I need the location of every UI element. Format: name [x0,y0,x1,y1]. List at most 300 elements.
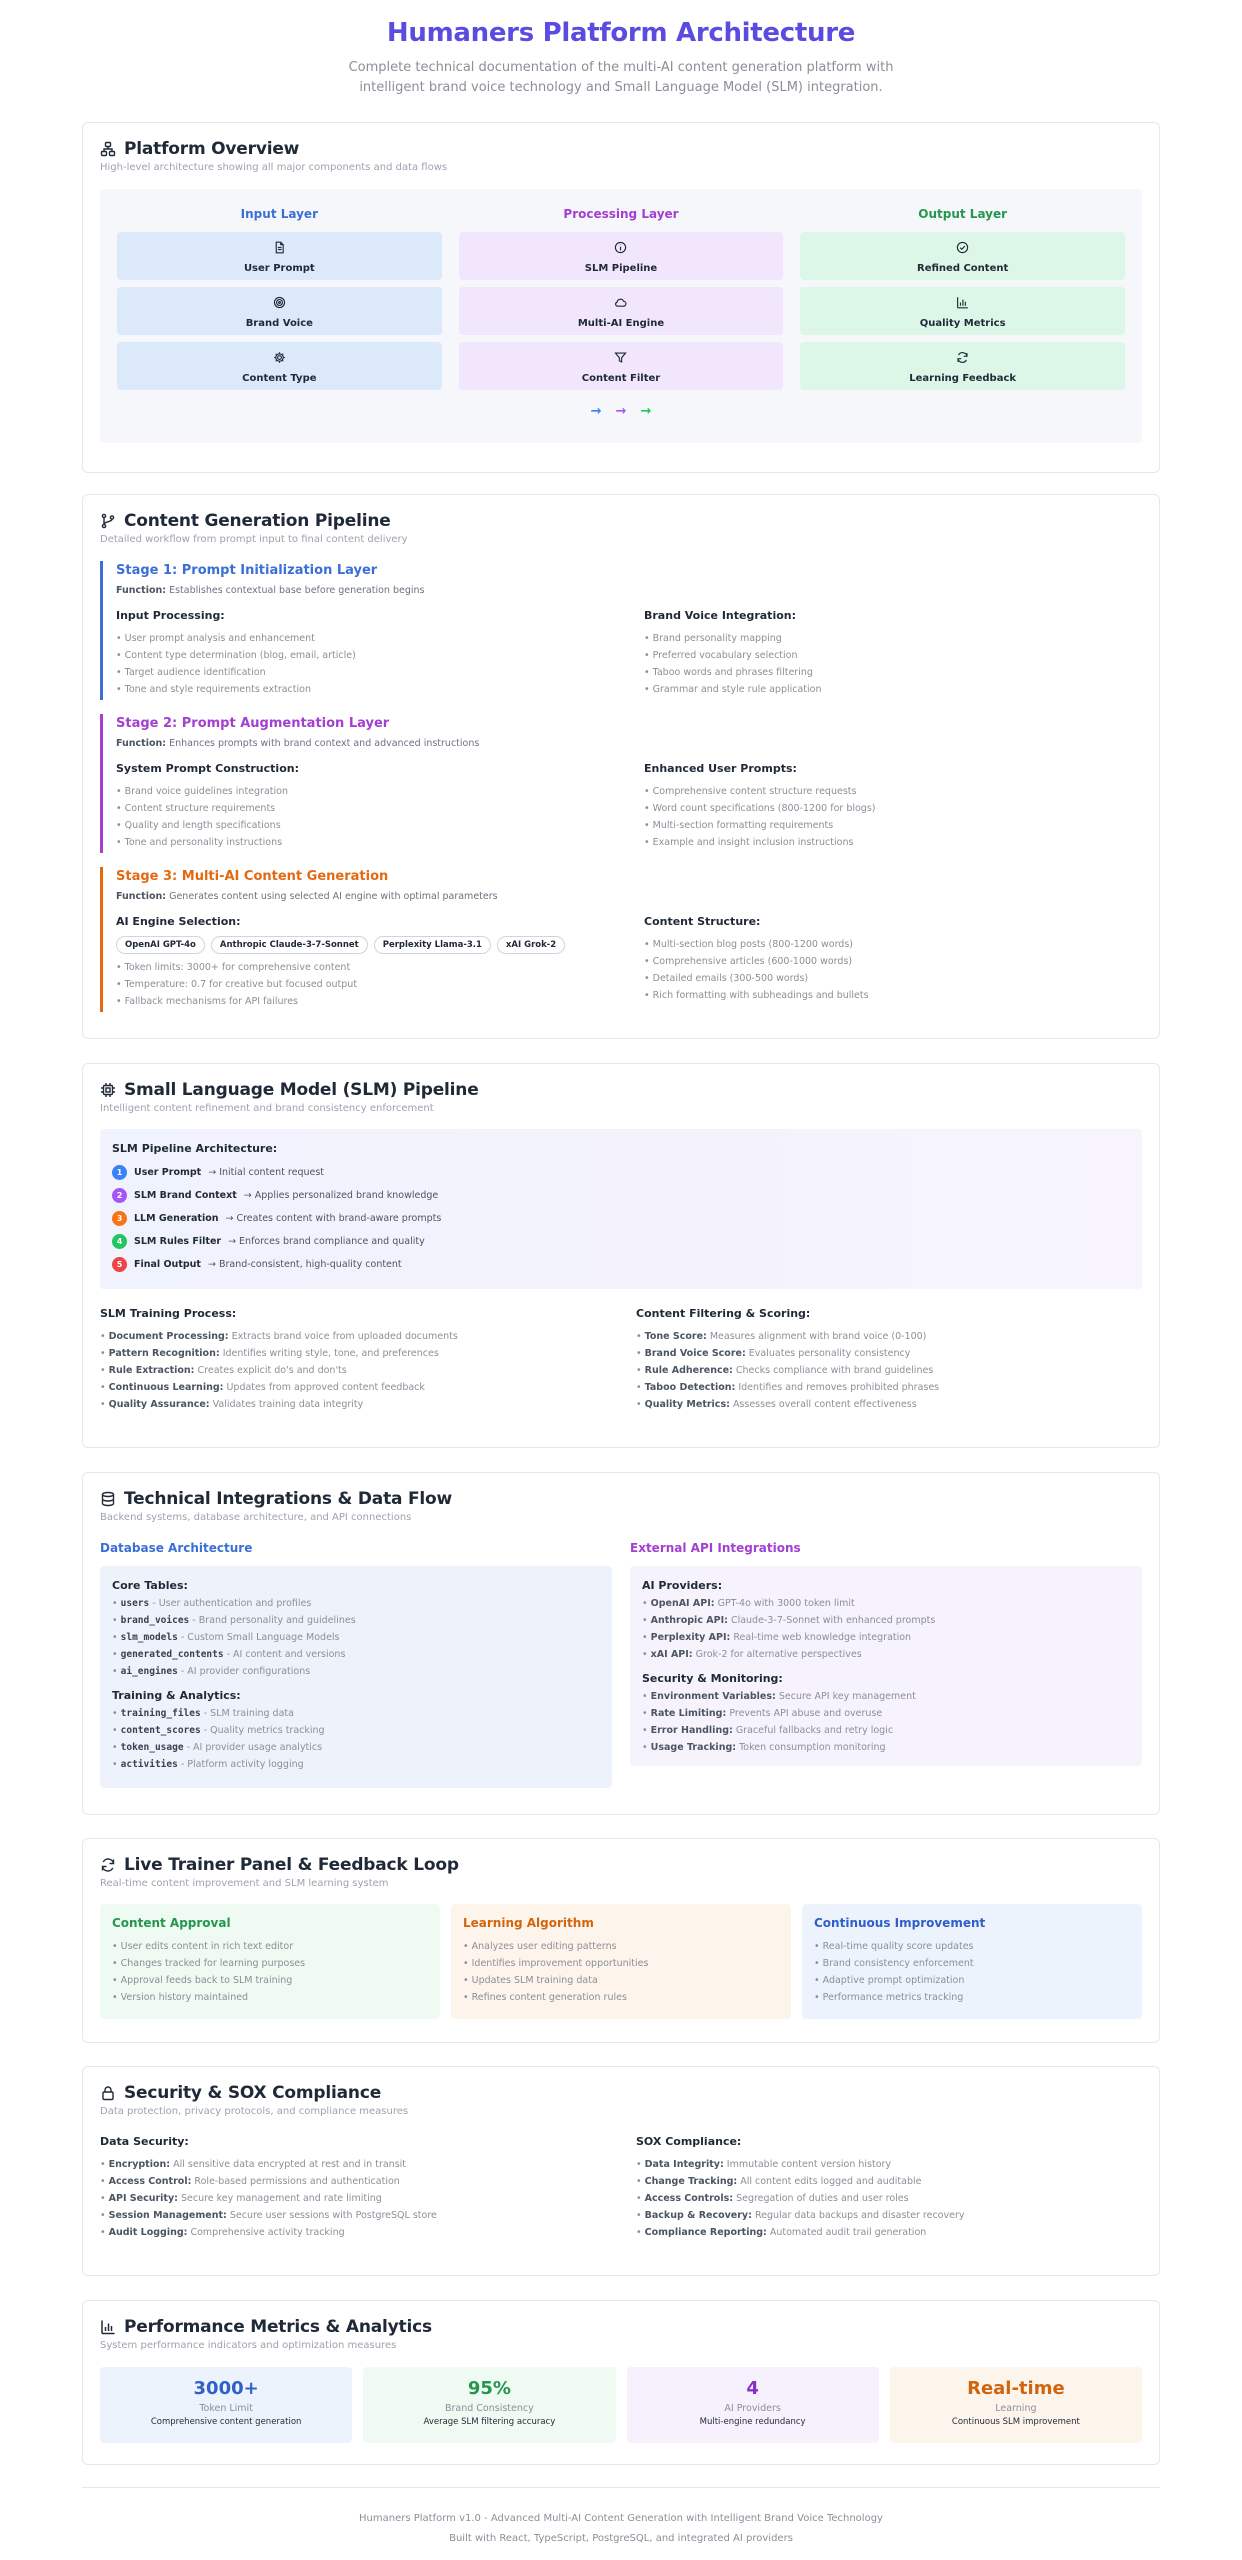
stage-subheading: Content Structure: [644,915,761,928]
target-icon [273,294,286,313]
list-item [636,2156,1142,2173]
trainer-title: Live Trainer Panel & Feedback Loop [124,1855,459,1875]
stage-subheading: Input Processing: [116,609,225,622]
list-item: • Tone and style requirements extraction [116,681,614,698]
list-item [100,2190,606,2207]
list-item: • Changes tracked for learning purposes [112,1955,428,1972]
list-item: • User prompt analysis and enhancement [116,630,614,647]
item-value: Automated audit trail generation [769,2227,927,2238]
list-item [112,1646,600,1663]
slm-step [112,1230,1130,1253]
item-key: Tone Score: [644,1331,707,1342]
stage-function [116,585,1142,596]
platform-overview-card [82,122,1160,473]
list-item [100,2224,606,2241]
list-item [642,1739,1130,1756]
list-item [100,1345,606,1362]
component-box [117,342,442,390]
item-value: Measures alignment with brand voice (0-100) [709,1331,927,1342]
component-box [800,287,1125,335]
step-name: User Prompt [134,1167,202,1178]
arrow-right-icon: → [615,404,627,419]
metric-value: 3000+ [193,2378,259,2399]
page-title: Humaners Platform Architecture [386,18,856,48]
metric-desc: Average SLM filtering accuracy [423,2417,556,2427]
item-key: Compliance Reporting: [644,2227,767,2238]
item-value: Creates explicit do's and don'ts [197,1365,347,1376]
database-box [100,1566,612,1788]
list-item: • Multi-section formatting requirements [644,817,1142,834]
api-integrations-heading: External API Integrations [630,1541,801,1555]
bar-chart-icon [100,2319,116,2335]
metrics-desc: System performance indicators and optimization measures [100,2340,397,2351]
info-icon [614,239,627,258]
metric-box [627,2367,879,2443]
step-number-badge: 1 [112,1165,127,1180]
list-item: • Comprehensive content structure requests [644,783,1142,800]
step-text: → Enforces brand compliance and quality [228,1236,425,1247]
stage-function [116,891,1142,902]
list-item: • Content structure requirements [116,800,614,817]
item-key: Continuous Learning: [108,1382,224,1393]
list-item: • Brand voice guidelines integration [116,783,614,800]
component-box [459,342,784,390]
list-item: • Temperature: 0.7 for creative but focused output [116,976,614,993]
component-label: Brand Voice [245,317,313,329]
slm-step [112,1184,1130,1207]
list-item [100,2156,606,2173]
item-value: Updates from approved content feedback [226,1382,425,1393]
overview-column [800,203,1125,397]
refresh-icon [956,349,969,368]
item-value: Claude-3-7-Sonnet with enhanced prompts [730,1615,936,1626]
item-key: Quality Metrics: [644,1399,730,1410]
gear-icon [273,349,286,368]
slm-step [112,1161,1130,1184]
list-item: • Identifies improvement opportunities [463,1955,779,1972]
component-label: Refined Content [917,262,1009,274]
trainer-desc: Real-time content improvement and SLM learning system [100,1878,389,1889]
list-item: • Updates SLM training data [463,1972,779,1989]
item-key: Rule Adherence: [644,1365,733,1376]
item-key: Environment Variables: [650,1691,776,1702]
list-item [112,1612,600,1629]
item-value: - Platform activity logging [180,1759,304,1770]
item-value: Secure user sessions with PostgreSQL store [229,2210,437,2221]
slm-step [112,1253,1130,1276]
stage-subheading: AI Engine Selection: [116,915,241,928]
metric-box [890,2367,1142,2443]
component-label: Learning Feedback [909,372,1017,384]
stage-title: Stage 2: Prompt Augmentation Layer [116,716,390,731]
list-item [636,1362,1142,1379]
cpu-icon [100,1082,116,1098]
list-item [636,1328,1142,1345]
item-value: Identifies writing style, tone, and preferences [222,1348,439,1359]
item-key: Document Processing: [108,1331,229,1342]
item-key: Session Management: [108,2210,227,2221]
list-item: • Multi-section blog posts (800-1200 words) [644,936,1142,953]
slm-step [112,1207,1130,1230]
list-item: • Adaptive prompt optimization [814,1972,1130,1989]
list-item: • Performance metrics tracking [814,1989,1130,2006]
pipeline-stage [100,561,1142,700]
metric-desc: Multi-engine redundancy [699,2417,806,2427]
item-value: Validates training data integrity [212,1399,364,1410]
list-item: • Word count specifications (800-1200 for blogs) [644,800,1142,817]
item-value: Comprehensive activity tracking [190,2227,345,2238]
item-key: Rule Extraction: [108,1365,195,1376]
ai-engine-chips [116,936,614,954]
list-item: • Refines content generation rules [463,1989,779,2006]
list-item [100,2173,606,2190]
item-key: generated_contents [120,1649,224,1660]
security-title: Security & SOX Compliance [124,2083,382,2103]
list-item [100,1379,606,1396]
page-subtitle: Complete technical documentation of the multi-AI content generation platform with intelligent brand voice technology and Small Language Model (SLM) integration. [348,60,894,95]
ai-engine-chip: xAI Grok-2 [497,936,565,954]
trainer-box [802,1904,1142,2019]
network-icon [100,141,116,157]
database-architecture-heading: Database Architecture [100,1541,253,1555]
list-item: • Approval feeds back to SLM training [112,1972,428,1989]
list-item [100,1328,606,1345]
stage-subheading: System Prompt Construction: [116,762,299,775]
item-key: Rate Limiting: [650,1708,727,1719]
item-value: - User authentication and profiles [152,1598,312,1609]
function-text: Generates content using selected AI engine with optimal parameters [169,891,498,902]
list-item [112,1739,600,1756]
metric-label: Brand Consistency [444,2403,534,2414]
metric-label: Token Limit [199,2403,253,2414]
git-branch-icon [100,513,116,529]
tech-desc: Backend systems, database architecture, and API connections [100,1512,412,1523]
live-trainer-card [82,1838,1160,2043]
item-key: xAI API: [650,1649,693,1660]
list-item: • Brand personality mapping [644,630,1142,647]
data-security-heading: Data Security: [100,2135,189,2148]
item-key: Access Controls: [644,2193,734,2204]
pipeline-stage [100,867,1142,1012]
list-item [636,2173,1142,2190]
overview-title: Platform Overview [124,139,300,159]
overview-column [117,203,442,397]
ai-engine-chip: OpenAI GPT-4o [116,936,205,954]
training-analytics-heading: Training & Analytics: [112,1689,241,1702]
list-item [112,1756,600,1773]
content-pipeline-card [82,494,1160,1039]
metric-desc: Continuous SLM improvement [951,2417,1080,2427]
item-value: - SLM training data [203,1708,294,1719]
item-key: Perplexity API: [650,1632,731,1643]
cloud-icon [614,294,627,313]
trainer-box-title: Content Approval [112,1916,231,1930]
component-label: Content Filter [581,372,661,384]
list-item: • Preferred vocabulary selection [644,647,1142,664]
item-key: brand_voices [120,1615,190,1626]
item-value: Secure key management and rate limiting [180,2193,382,2204]
slm-training-heading: SLM Training Process: [100,1307,237,1320]
item-key: Data Integrity: [644,2159,724,2170]
item-value: All content edits logged and auditable [740,2176,922,2187]
metric-box [100,2367,352,2443]
item-key: Taboo Detection: [644,1382,736,1393]
api-box [630,1566,1142,1766]
list-item: • Example and insight inclusion instructions [644,834,1142,851]
component-box [800,232,1125,280]
list-item [636,1396,1142,1413]
sox-compliance-heading: SOX Compliance: [636,2135,742,2148]
step-number-badge: 5 [112,1257,127,1272]
list-item [636,1379,1142,1396]
list-item: • Quality and length specifications [116,817,614,834]
item-key: token_usage [120,1742,184,1753]
list-item [636,2224,1142,2241]
metric-label: AI Providers [724,2403,781,2414]
step-number-badge: 3 [112,1211,127,1226]
list-item [636,1345,1142,1362]
slm-title: Small Language Model (SLM) Pipeline [124,1080,479,1100]
overview-column [459,203,784,397]
layer-title: Output Layer [918,207,1008,221]
list-item [112,1595,600,1612]
list-item [642,1629,1130,1646]
item-key: Pattern Recognition: [108,1348,220,1359]
item-key: Anthropic API: [650,1615,728,1626]
list-item: • Content type determination (blog, email, article) [116,647,614,664]
security-monitoring-heading: Security & Monitoring: [642,1672,783,1685]
item-value: Role-based permissions and authentication [194,2176,400,2187]
metric-desc: Comprehensive content generation [150,2417,302,2427]
tech-title: Technical Integrations & Data Flow [124,1489,453,1509]
list-item: • Analyzes user editing patterns [463,1938,779,1955]
trainer-box [100,1904,440,2019]
list-item [642,1688,1130,1705]
ai-providers-heading: AI Providers: [642,1579,723,1592]
item-key: content_scores [120,1725,201,1736]
list-item: • Tone and personality instructions [116,834,614,851]
list-item: • Version history maintained [112,1989,428,2006]
list-item: • Real-time quality score updates [814,1938,1130,1955]
layer-title: Processing Layer [563,207,679,221]
item-key: Change Tracking: [644,2176,738,2187]
list-item: • User edits content in rich text editor [112,1938,428,1955]
item-value: Prevents API abuse and overuse [729,1708,883,1719]
step-number-badge: 4 [112,1234,127,1249]
list-item: • Target audience identification [116,664,614,681]
step-text: → Creates content with brand-aware prompts [225,1213,442,1224]
item-value: Graceful fallbacks and retry logic [735,1725,894,1736]
slm-desc: Intelligent content refinement and brand consistency enforcement [100,1103,434,1114]
item-value: Real-time web knowledge integration [733,1632,912,1643]
item-value: Token consumption monitoring [739,1742,886,1753]
item-key: Usage Tracking: [650,1742,737,1753]
trainer-box-title: Continuous Improvement [814,1916,986,1930]
component-box [117,287,442,335]
list-item [642,1705,1130,1722]
list-item [642,1595,1130,1612]
item-key: slm_models [120,1632,178,1643]
step-number-badge: 2 [112,1188,127,1203]
list-item: • Comprehensive articles (600-1000 words) [644,953,1142,970]
item-value: Grok-2 for alternative perspectives [695,1649,862,1660]
arrow-right-icon: → [640,404,652,419]
metric-value: 4 [746,2378,759,2399]
item-key: OpenAI API: [650,1598,715,1609]
filter-icon [614,349,627,368]
item-value: - AI provider usage analytics [186,1742,323,1753]
ai-engine-chip: Anthropic Claude-3-7-Sonnet [211,936,368,954]
metric-value: 95% [467,2378,511,2399]
overview-desc: High-level architecture showing all major components and data flows [100,162,448,173]
list-item [642,1722,1130,1739]
page-header [0,0,1242,122]
list-item: • Token limits: 3000+ for comprehensive content [116,959,614,976]
flow-arrows [117,404,1125,419]
list-item: • Brand consistency enforcement [814,1955,1130,1972]
bar-chart-icon [956,294,969,313]
list-item [636,2190,1142,2207]
item-value: Secure API key management [778,1691,916,1702]
item-value: - AI content and versions [226,1649,346,1660]
item-value: Evaluates personality consistency [748,1348,911,1359]
item-key: users [120,1598,150,1609]
item-key: activities [120,1759,178,1770]
footer-line-2: Built with React, TypeScript, PostgreSQL, and integrated AI providers [449,2533,793,2544]
page-footer [82,2487,1160,2549]
step-name: LLM Generation [134,1213,219,1224]
slm-architecture-box [100,1129,1142,1289]
function-label: Function: [116,891,167,902]
slm-filtering-heading: Content Filtering & Scoring: [636,1307,811,1320]
component-label: Quality Metrics [919,317,1006,329]
stage-subheading: Enhanced User Prompts: [644,762,797,775]
list-item [112,1705,600,1722]
item-key: ai_engines [120,1666,178,1677]
function-label: Function: [116,585,167,596]
step-name: Final Output [134,1259,201,1270]
item-value: - Custom Small Language Models [180,1632,340,1643]
step-name: SLM Brand Context [134,1190,237,1201]
overview-diagram [100,189,1142,443]
item-value: All sensitive data encrypted at rest and in transit [173,2159,407,2170]
item-key: API Security: [108,2193,178,2204]
list-item: • Taboo words and phrases filtering [644,664,1142,681]
component-box [459,287,784,335]
stage-title: Stage 1: Prompt Initialization Layer [116,563,378,578]
function-label: Function: [116,738,167,749]
component-label: User Prompt [243,262,315,274]
item-key: Error Handling: [650,1725,733,1736]
item-value: Segregation of duties and user roles [736,2193,909,2204]
step-name: SLM Rules Filter [134,1236,222,1247]
function-text: Enhances prompts with brand context and advanced instructions [169,738,480,749]
list-item [100,2207,606,2224]
performance-metrics-card [82,2300,1160,2465]
slm-arch-title: SLM Pipeline Architecture: [112,1142,278,1155]
function-text: Establishes contextual base before generation begins [169,585,425,596]
stage-title: Stage 3: Multi-AI Content Generation [116,869,389,884]
component-box [117,232,442,280]
arrow-right-icon: → [590,404,602,419]
database-icon [100,1491,116,1507]
item-value: Checks compliance with brand guidelines [735,1365,934,1376]
component-box [800,342,1125,390]
security-desc: Data protection, privacy protocols, and compliance measures [100,2106,409,2117]
component-box [459,232,784,280]
refresh-icon [100,1857,116,1873]
item-value: - AI provider configurations [180,1666,311,1677]
list-item: • Fallback mechanisms for API failures [116,993,614,1010]
list-item [642,1612,1130,1629]
layer-title: Input Layer [240,207,318,221]
metric-box [363,2367,615,2443]
document-icon [273,239,286,258]
list-item [112,1663,600,1680]
metric-value: Real-time [967,2378,1065,2399]
list-item [100,1362,606,1379]
pipeline-desc: Detailed workflow from prompt input to final content delivery [100,534,408,545]
item-value: - Brand personality and guidelines [192,1615,356,1626]
list-item [642,1646,1130,1663]
component-label: Content Type [242,372,317,384]
component-label: Multi-AI Engine [577,317,665,329]
trainer-box [451,1904,791,2019]
item-key: Encryption: [108,2159,171,2170]
lock-icon [100,2085,116,2101]
security-compliance-card [82,2066,1160,2276]
list-item [112,1629,600,1646]
pipeline-title: Content Generation Pipeline [124,511,391,531]
item-key: Access Control: [108,2176,192,2187]
item-value: GPT-4o with 3000 token limit [717,1598,855,1609]
item-key: training_files [120,1708,201,1719]
core-tables-heading: Core Tables: [112,1579,188,1592]
list-item: • Grammar and style rule application [644,681,1142,698]
metric-label: Learning [995,2403,1037,2414]
item-key: Quality Assurance: [108,1399,210,1410]
item-value: Extracts brand voice from uploaded documents [231,1331,458,1342]
item-key: Audit Logging: [108,2227,188,2238]
footer-line-1: Humaners Platform v1.0 - Advanced Multi-AI Content Generation with Intelligent Brand Voice Technology [359,2513,883,2524]
item-value: Regular data backups and disaster recovery [754,2210,965,2221]
stage-subheading: Brand Voice Integration: [644,609,796,622]
item-value: - Quality metrics tracking [203,1725,325,1736]
step-text: → Initial content request [208,1167,325,1178]
step-text: → Applies personalized brand knowledge [243,1190,439,1201]
list-item [636,2207,1142,2224]
trainer-box-title: Learning Algorithm [463,1916,594,1930]
step-text: → Brand-consistent, high-quality content [207,1259,402,1270]
ai-engine-chip: Perplexity Llama-3.1 [374,936,491,954]
item-value: Assesses overall content effectiveness [732,1399,917,1410]
pipeline-stage [100,714,1142,853]
list-item: • Rich formatting with subheadings and bullets [644,987,1142,1004]
item-key: Backup & Recovery: [644,2210,752,2221]
item-value: Identifies and removes prohibited phrases [738,1382,940,1393]
list-item [100,1396,606,1413]
item-key: Brand Voice Score: [644,1348,746,1359]
check-circle-icon [956,239,969,258]
list-item: • Detailed emails (300-500 words) [644,970,1142,987]
list-item [112,1722,600,1739]
item-value: Immutable content version history [726,2159,892,2170]
component-label: SLM Pipeline [584,262,658,274]
slm-pipeline-card [82,1063,1160,1448]
tech-integrations-card [82,1472,1160,1815]
metrics-title: Performance Metrics & Analytics [124,2317,432,2337]
stage-function [116,738,1142,749]
